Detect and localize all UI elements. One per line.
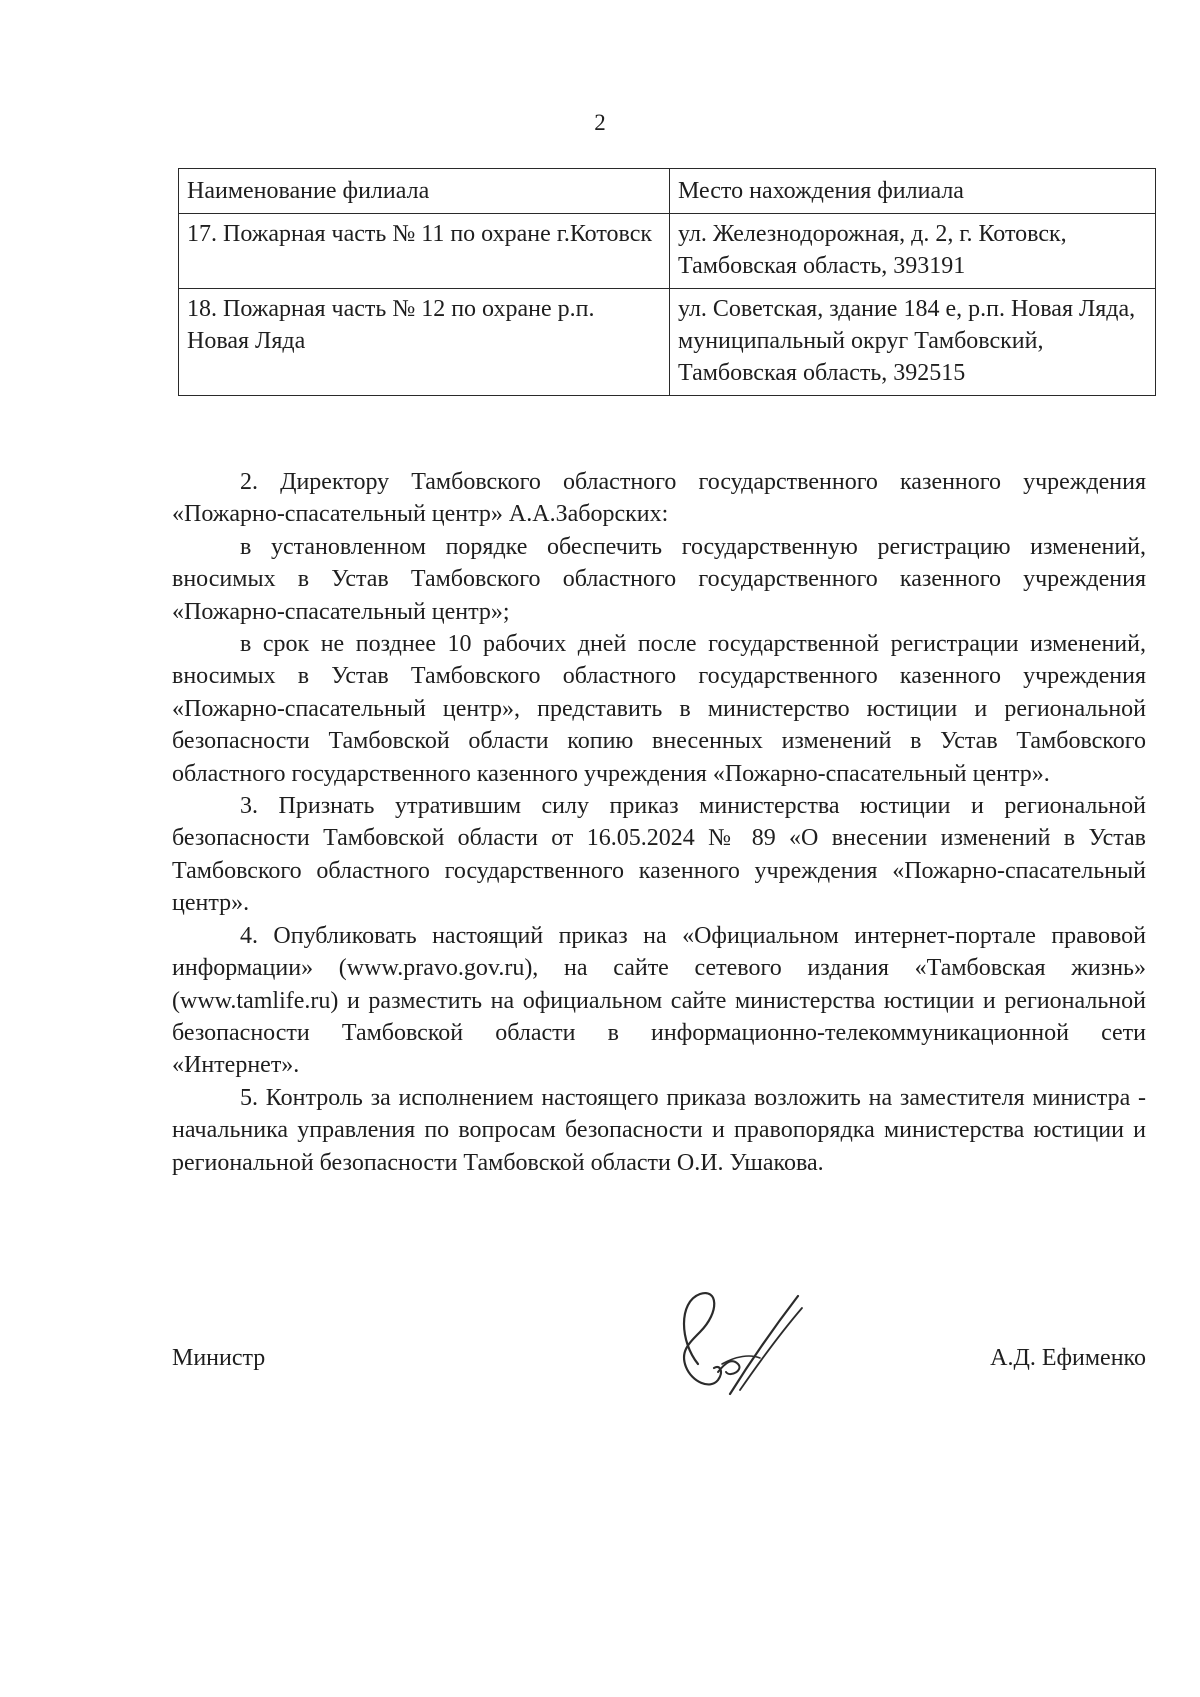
table-row [179, 289, 1156, 396]
paragraph-item-5: 5. Контроль за исполнением настоящего приказа возложить на заместителя министра - начальника управления по вопросам безопасности и правопорядка министерства юстиции и региональной безопасности Тамбовской области О.И. Ушакова. [172, 1084, 1146, 1176]
paragraph-registration: в установленном порядке обеспечить государственную регистрацию изменений, вносимых в Устав Тамбовского областного государственного казенного учреждения «Пожарно-спасательный центр»; [172, 533, 1146, 625]
order-body-text [172, 466, 1146, 1179]
branch-location-cell: ул. Советская, здание 184 е, р.п. Новая Ляда, муниципальный округ Тамбовский, Тамбовская область, 392515 [670, 289, 1156, 396]
table-header-row [179, 169, 1156, 214]
branch-location-cell: ул. Железнодорожная, д. 2, г. Котовск, Тамбовская область, 393191 [670, 214, 1156, 289]
branches-table [178, 168, 1156, 396]
paragraph-item-2: 2. Директору Тамбовского областного государственного казенного учреждения «Пожарно-спасательный центр» А.А.Заборских: [172, 469, 1146, 528]
table-row [179, 214, 1156, 289]
paragraph-item-3: 3. Признать утратившим силу приказ министерства юстиции и региональной безопасности Тамбовской области от 16.05.2024 № 89 «О внесении изменений в Устав Тамбовского областного государственного казенного учреждения «Пожарно-спасательный центр». [172, 793, 1146, 917]
signatory-name: А.Д. Ефименко [990, 1345, 1146, 1371]
signature-block [172, 1345, 1146, 1385]
branch-name-cell: 18. Пожарная часть № 12 по охране р.п. Новая Ляда [179, 289, 670, 396]
paragraph-deadline: в срок не позднее 10 рабочих дней после государственной регистрации изменений, вносимых в Устав Тамбовского областного государственного казенного учреждения «Пожарно-спасательный центр», представить в министерство юстиции и региональной безопасности Тамбовской области копию внесенных изменений в Устав Тамбовского областного государственного казенного учреждения «Пожарно-спасательный центр». [172, 631, 1146, 787]
header-branch-name: Наименование филиала [179, 169, 670, 214]
header-branch-location: Место нахождения филиала [670, 169, 1156, 214]
page-number: 2 [594, 110, 606, 135]
branch-name-cell: 17. Пожарная часть № 11 по охране г.Котовск [179, 214, 670, 289]
paragraph-item-4: 4. Опубликовать настоящий приказ на «Официальном интернет-портале правовой информации» (www.pravo.gov.ru), на сайте сетевого издания «Тамбовская жизнь» (www.tamlife.ru) и разместить на официальном сайте министерства юстиции и региональной безопасности Тамбовской области в информационно-телекоммуникационной сети «Интернет». [172, 922, 1146, 1079]
signatory-title: Министр [172, 1345, 266, 1371]
